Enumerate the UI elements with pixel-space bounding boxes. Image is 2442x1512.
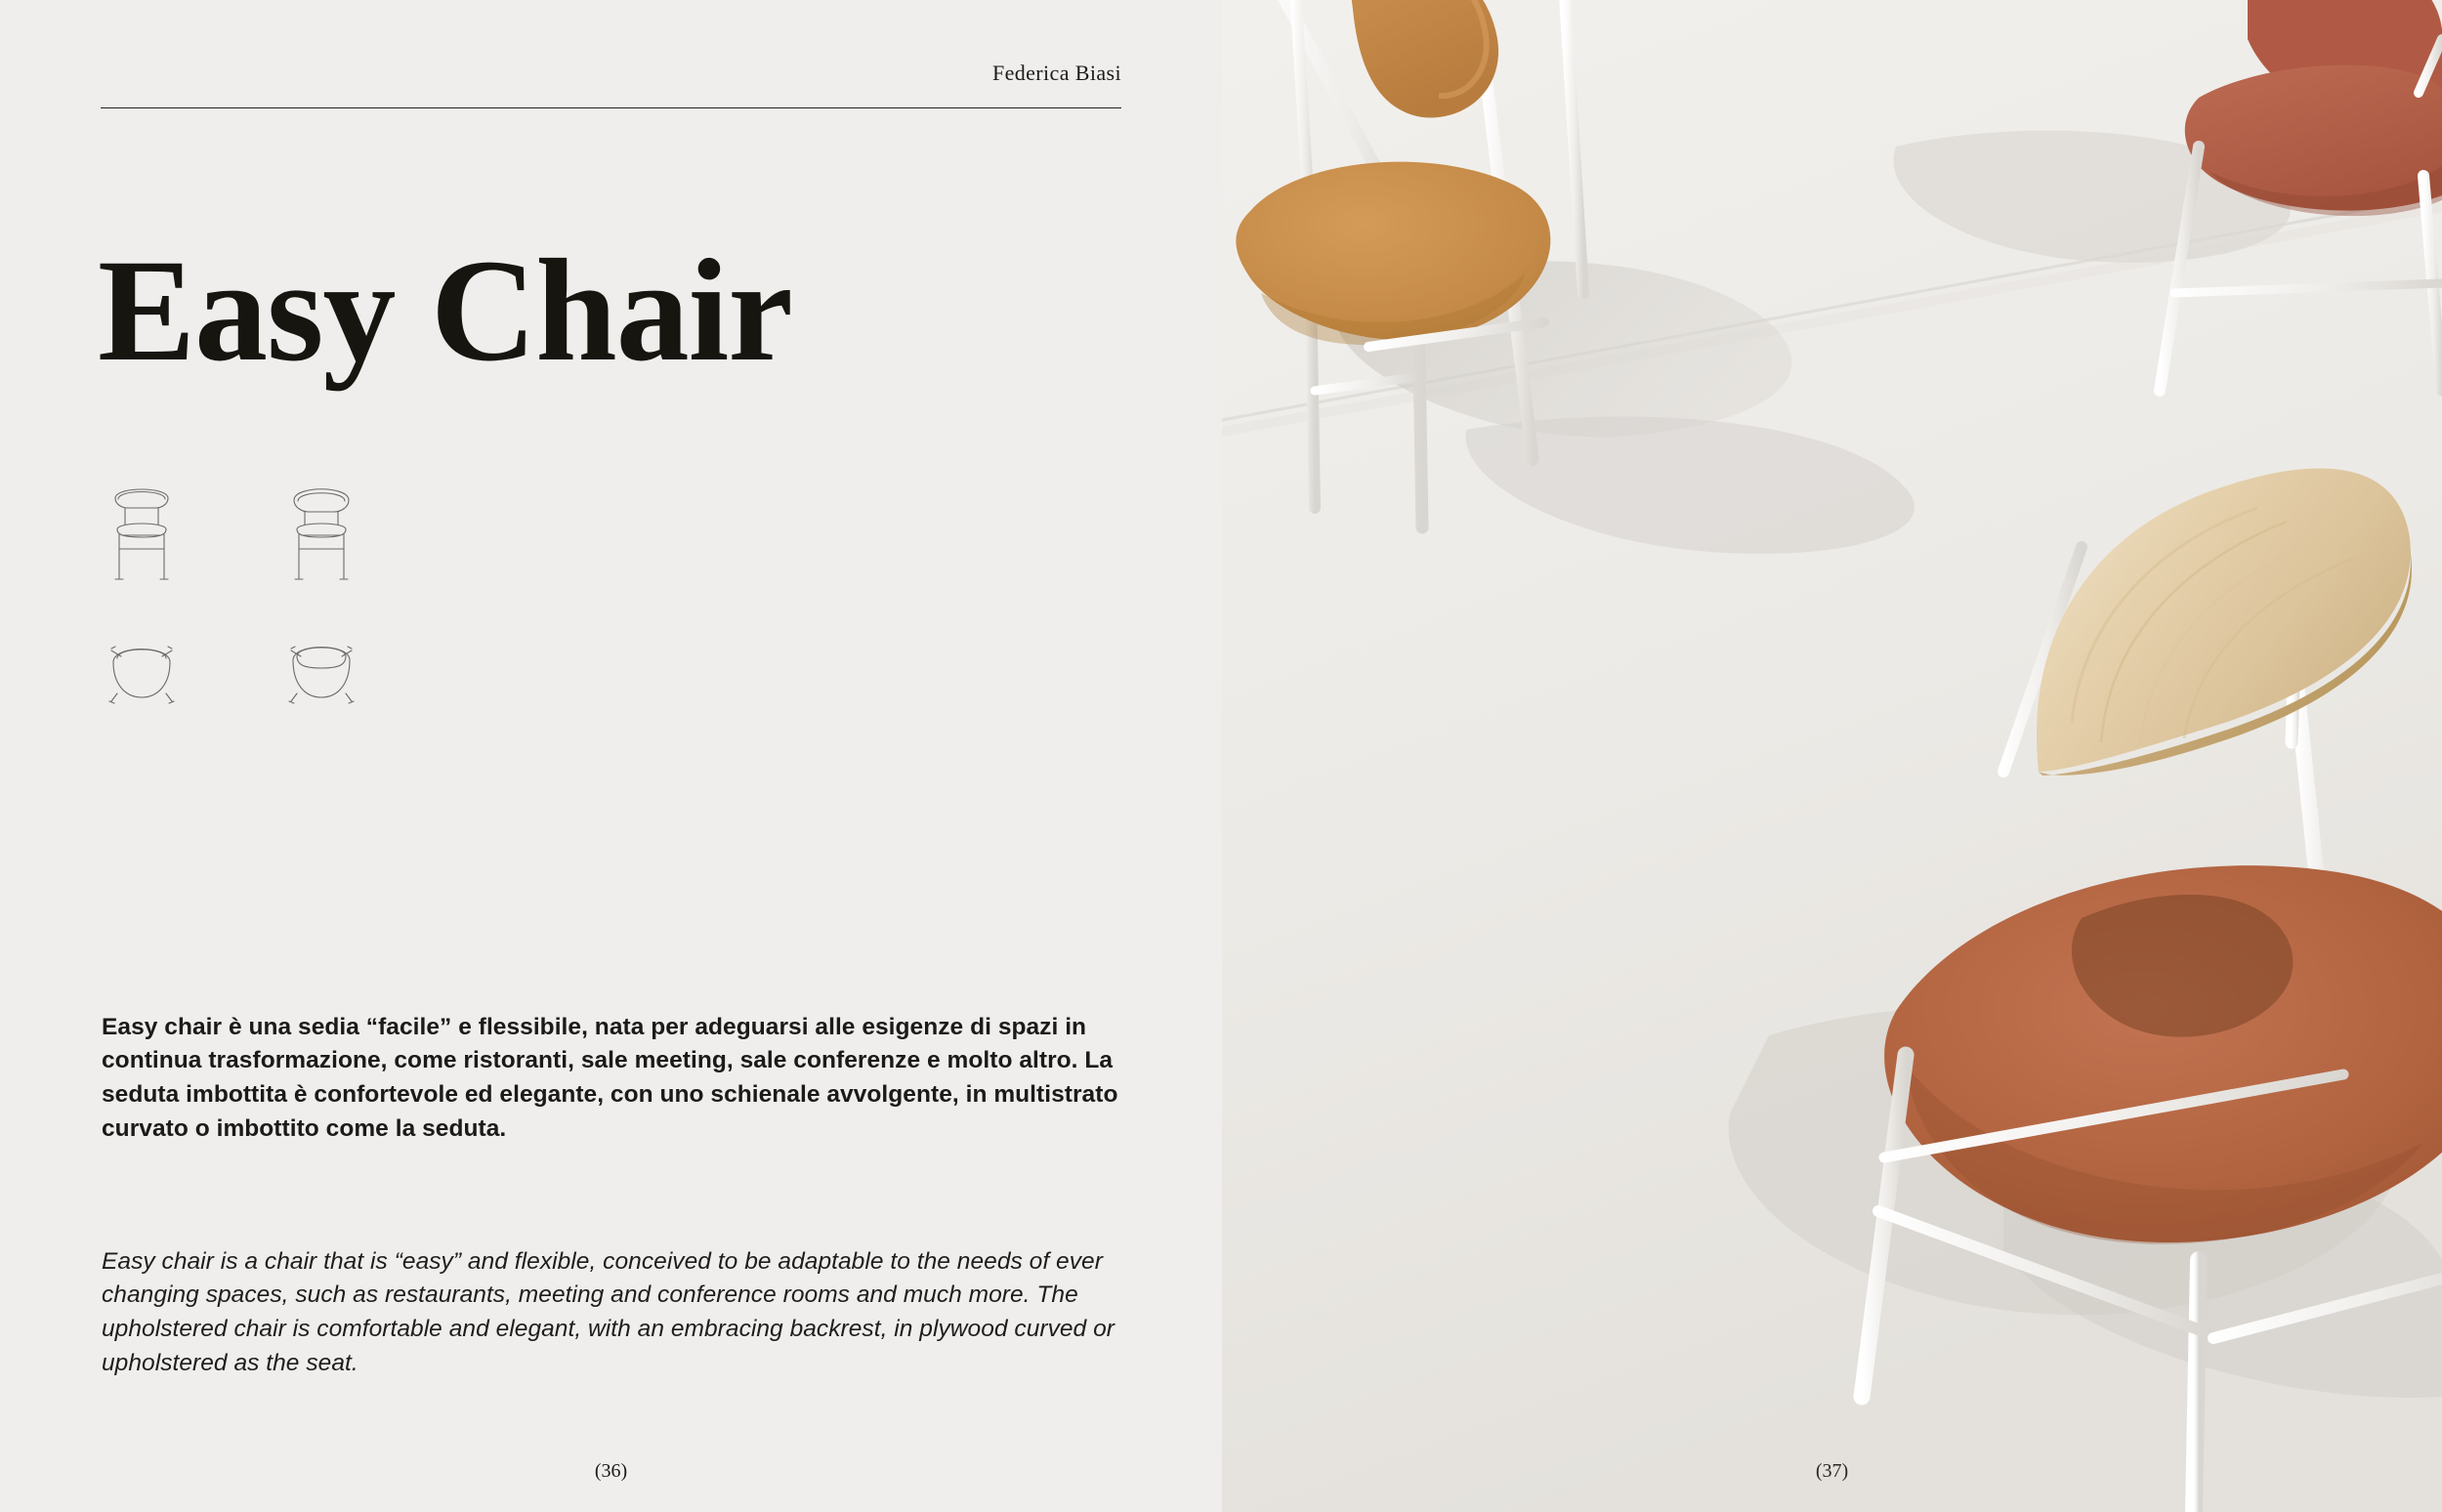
product-photograph [1222,0,2442,1512]
page-title: Easy Chair [98,229,792,392]
chair-front-elevation-plywood-icon [102,479,182,588]
header-divider [101,107,1121,108]
technical-drawings [102,479,453,722]
chair-front-elevation-upholstered-icon [281,479,361,588]
folio-right: (37) [1815,1460,1849,1482]
folio-left: (36) [594,1460,628,1482]
chair-plan-plywood-icon [102,629,182,722]
technical-drawings-plans [102,629,453,722]
chair-plan-upholstered-icon [281,629,361,722]
technical-drawings-elevations [102,479,453,588]
description-english: Easy chair is a chair that is “easy” and flexible, conceived to be adaptable to the needs of ever changing spaces, such as restaurants, meeting and conference rooms and much more. The upholstered chair is comfortable and elegant, with an embracing backrest, in plywood curved or upholstered as the seat. [102,1247,1115,1376]
description-italian: Easy chair è una sedia “facile” e flessibile, nata per adeguarsi alle esigenze di spazi in continua trasformazione, come ristoranti, sale meeting, sale conferenze e molto altro. La seduta imbottita è confortevole ed elegante, con uno schienale avvolgente, in multistrato curvato o imbottito come la seduta. [102,1013,1118,1142]
right-page [1222,0,2442,1512]
designer-credit: Federica Biasi [991,61,1121,85]
